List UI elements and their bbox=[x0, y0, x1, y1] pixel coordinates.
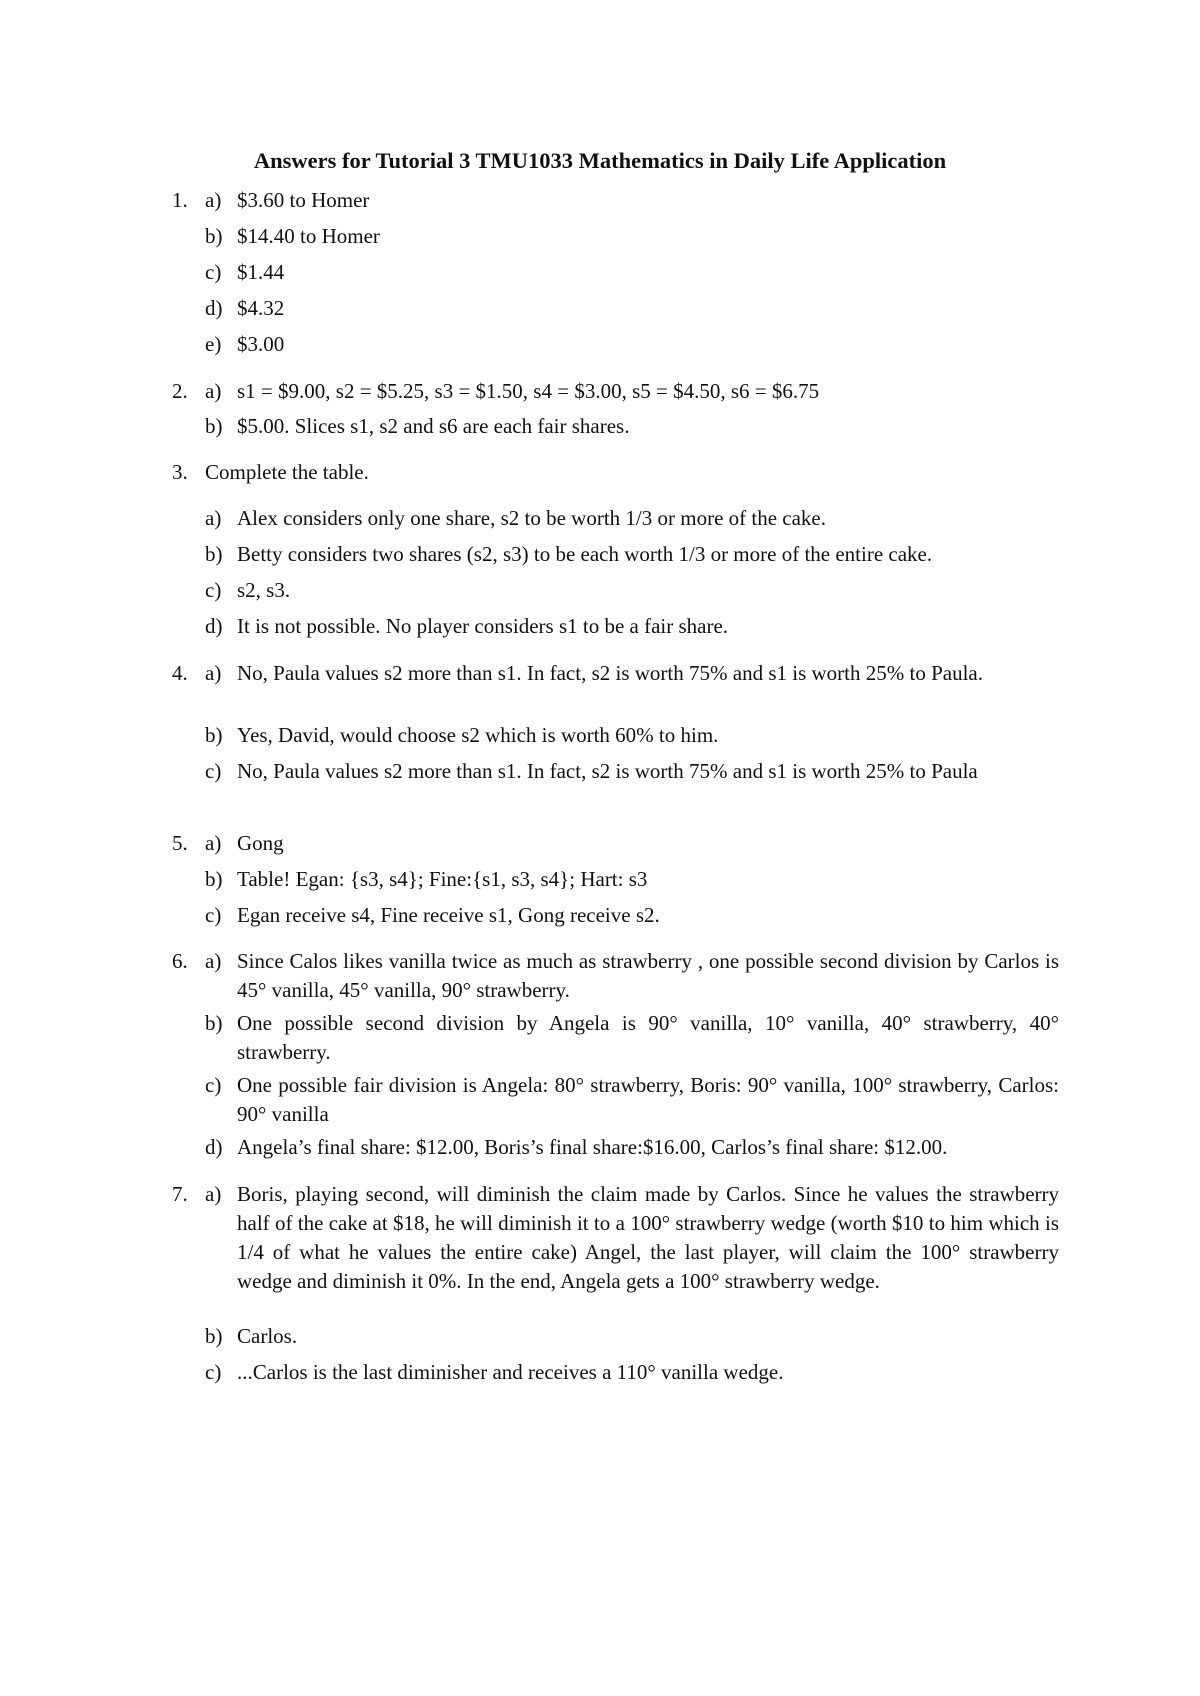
answer-text: Egan receive s4, Fine receive s1, Gong receive s2. bbox=[237, 903, 660, 927]
question-number: 2. bbox=[172, 379, 188, 403]
item-label: a) bbox=[205, 379, 222, 403]
question-intro: Complete the table. bbox=[205, 460, 369, 484]
item-label: b) bbox=[205, 723, 223, 747]
item-label: d) bbox=[205, 1135, 223, 1159]
answer-text: s1 = $9.00, s2 = $5.25, s3 = $1.50, s4 = $3.00, s5 = $4.50, s6 = $6.75 bbox=[237, 379, 820, 403]
item-label: b) bbox=[205, 1324, 223, 1348]
item-label: b) bbox=[205, 414, 223, 438]
item-label: c) bbox=[205, 759, 222, 783]
answer-text: $3.00 bbox=[237, 332, 285, 356]
item-label: b) bbox=[205, 867, 223, 891]
answer-text: s2, s3. bbox=[237, 578, 291, 602]
answer-text: ...Carlos is the last diminisher and receives a 110° vanilla wedge. bbox=[237, 1360, 784, 1384]
answer-text: Gong bbox=[237, 831, 284, 855]
item-label: b) bbox=[205, 224, 223, 248]
answer-text: $5.00. Slices s1, s2 and s6 are each fair shares. bbox=[237, 414, 630, 438]
answer-text: Carlos. bbox=[237, 1324, 298, 1348]
page-title: Answers for Tutorial 3 TMU1033 Mathematics in Daily Life Application bbox=[253, 148, 947, 173]
item-label: a) bbox=[205, 949, 222, 973]
item-label: d) bbox=[205, 296, 223, 320]
item-label: b) bbox=[205, 1011, 223, 1035]
answer-text: $4.32 bbox=[237, 296, 285, 320]
answer-text: Betty considers two shares (s2, s3) to be each worth 1/3 or more of the entire cake. bbox=[237, 542, 933, 566]
answer-text: It is not possible. No player considers s1 to be a fair share. bbox=[237, 614, 729, 638]
item-label: a) bbox=[205, 188, 222, 212]
answer-text: Yes, David, would choose s2 which is worth 60% to him. bbox=[237, 723, 719, 747]
answer-text: $3.60 to Homer bbox=[237, 188, 370, 212]
question-number: 3. bbox=[172, 460, 188, 484]
item-label: c) bbox=[205, 1360, 222, 1384]
item-label: b) bbox=[205, 542, 223, 566]
answer-text: No, Paula values s2 more than s1. In fact, s2 is worth 75% and s1 is worth 25% to Paula. bbox=[237, 661, 983, 685]
item-label: c) bbox=[205, 260, 222, 284]
answer-text: No, Paula values s2 more than s1. In fact, s2 is worth 75% and s1 is worth 25% to Paula bbox=[237, 759, 978, 783]
item-label: a) bbox=[205, 506, 222, 530]
item-label: a) bbox=[205, 1182, 222, 1206]
item-label: c) bbox=[205, 1073, 222, 1097]
item-label: a) bbox=[205, 661, 222, 685]
answer-text: $14.40 to Homer bbox=[237, 224, 380, 248]
question-number: 5. bbox=[172, 831, 188, 855]
item-label: c) bbox=[205, 903, 222, 927]
item-label: a) bbox=[205, 831, 222, 855]
answer-text: Table! Egan: {s3, s4}; Fine:{s1, s3, s4}; Hart: s3 bbox=[237, 867, 648, 891]
answer-text: One possible fair division is Angela: 80° strawberry, Boris: 90° vanilla, 100° strawberry, Carlos: 90° vanilla bbox=[237, 1073, 1059, 1126]
answer-text: One possible second division by Angela is 90° vanilla, 10° vanilla, 40° strawberry, 40° strawberry. bbox=[237, 1011, 1059, 1064]
answer-text: $1.44 bbox=[237, 260, 285, 284]
question-number: 7. bbox=[172, 1182, 188, 1206]
item-label: d) bbox=[205, 614, 223, 638]
item-label: c) bbox=[205, 578, 222, 602]
question-number: 6. bbox=[172, 949, 188, 973]
answer-text: Since Calos likes vanilla twice as much as strawberry , one possible second division by Carlos is 45° vanilla, 45° vanilla, 90° strawberry. bbox=[237, 949, 1059, 1002]
question-number: 4. bbox=[172, 661, 188, 685]
answer-text: Alex considers only one share, s2 to be worth 1/3 or more of the cake. bbox=[237, 506, 827, 530]
question-number: 1. bbox=[172, 188, 188, 212]
item-label: e) bbox=[205, 332, 222, 356]
answer-text: Boris, playing second, will diminish the claim made by Carlos. Since he values the strawberry half of the cake at $18, he will diminish it to a 100° strawberry wedge (worth $10 to him which is 1/4 of what he values the entire cake) Angel, the last player, will claim the 100° strawberry wedge and diminish it 0%. In the end, Angela gets a 100° strawberry wedge. bbox=[237, 1182, 1059, 1293]
answer-text: Angela’s final share: $12.00, Boris’s final share:$16.00, Carlos’s final share: $12.00. bbox=[237, 1135, 948, 1159]
